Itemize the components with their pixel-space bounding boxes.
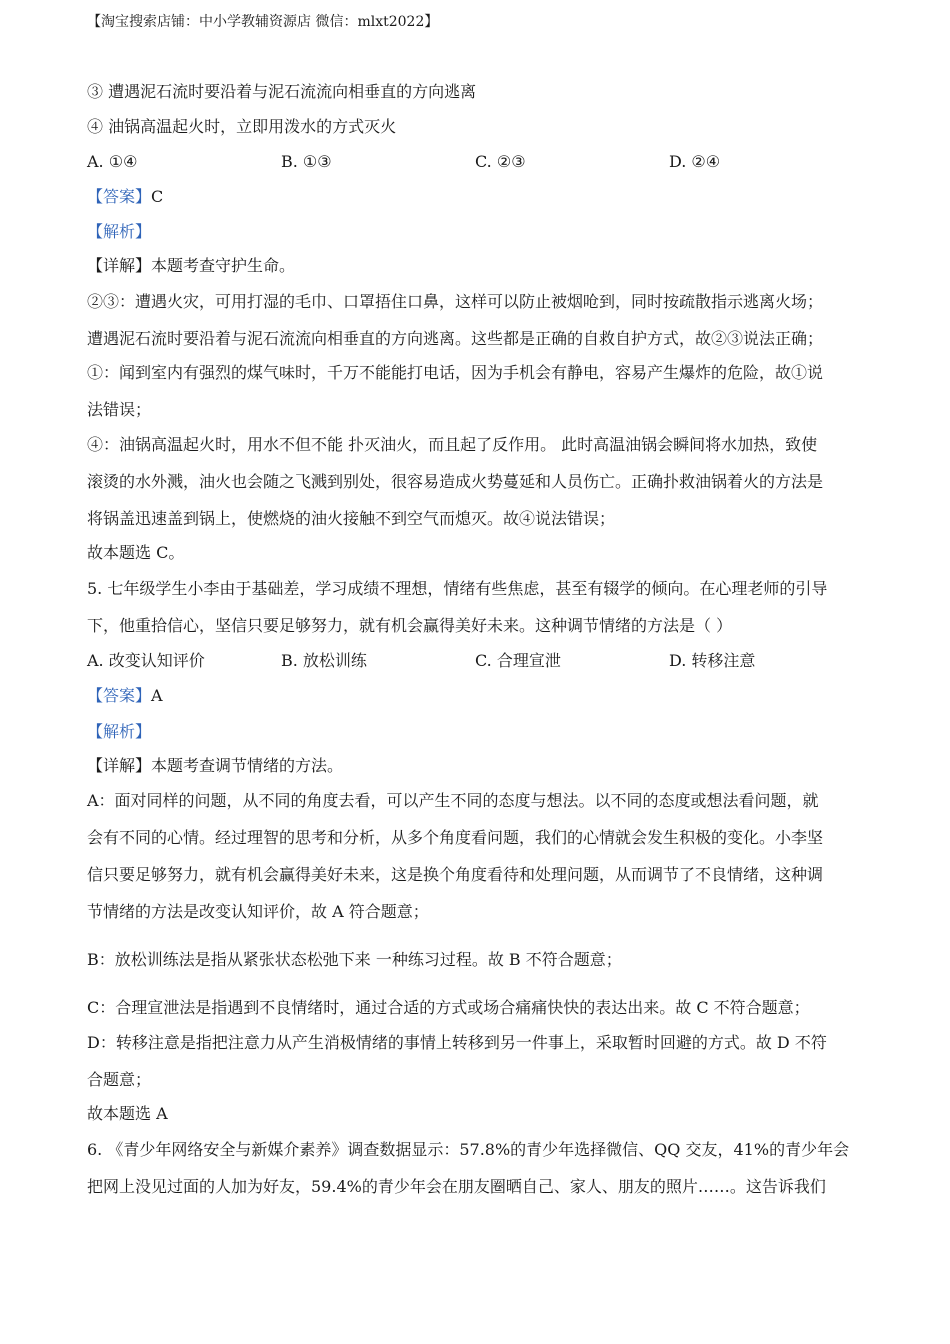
- q4-explanation-line: ④：油锅高温起火时，用水不但不能 扑灭油火，而且起了反作用。 此时高温油锅会瞬间将水加热，致使: [87, 435, 818, 454]
- q4-analysis-label: 【解析】: [87, 222, 152, 241]
- q4-option-c: C. ②③: [475, 152, 526, 171]
- q4-explanation-line: ①：闻到室内有强烈的煤气味时，千万不能能打电话，因为手机会有静电，容易产生爆炸的危险，故①说: [87, 363, 824, 382]
- q5-option-b: B. 放松训练: [281, 651, 367, 670]
- q5-explanation-line: A：面对同样的问题，从不同的角度去看，可以产生不同的态度与想法。以不同的态度或想法看问题，就: [87, 791, 819, 810]
- q5-explanation-line: 合题意；: [87, 1070, 152, 1089]
- q4-option-a: A. ①④: [87, 152, 138, 171]
- q6-stem: 6. 《青少年网络安全与新媒介素养》调查数据显示：57.8%的青少年选择微信、QQ 交友，41%的青少年会: [87, 1140, 850, 1159]
- q5-explanation-line: C：合理宣泄法是指遇到不良情绪时，通过合适的方式或场合痛痛快快的表达出来。故 C 不符合题意；: [87, 998, 810, 1017]
- q5-option-a: A. 改变认知评价: [87, 651, 205, 670]
- q4-answer: [87, 187, 867, 207]
- answer-value: C: [151, 187, 164, 206]
- q4-explanation-line: 法错误；: [87, 400, 152, 419]
- q4-option-b: B. ①③: [281, 152, 332, 171]
- q5-detail: 【详解】本题考查调节情绪的方法。: [87, 756, 344, 775]
- q5-stem: 下，他重拾信心，坚信只要足够努力，就有机会赢得美好未来。这种调节情绪的方法是（ ）: [87, 616, 733, 635]
- header-banner: 【淘宝搜索店铺：中小学教辅资源店 微信：mlxt2022】: [87, 14, 439, 30]
- q5-option-d: D. 转移注意: [669, 651, 756, 670]
- q5-explanation-line: 会有不同的心情。经过理智的思考和分析，从多个角度看问题，我们的心情就会发生积极的变化。小李坚: [87, 828, 824, 847]
- q4-option-d: D. ②④: [669, 152, 721, 171]
- q4-explanation-line: ②③：遭遇火灾，可用打湿的毛巾、口罩捂住口鼻，这样可以防止被烟呛到，同时按疏散指示逃离火场；: [87, 292, 824, 311]
- q4-item-3: ③ 遭遇泥石流时要沿着与泥石流流向相垂直的方向逃离: [87, 82, 477, 101]
- q4-explanation-line: 滚烫的水外溅，油火也会随之飞溅到别处，很容易造成火势蔓延和人员伤亡。正确扑救油锅着火的方法是: [87, 472, 824, 491]
- answer-label: 【答案】: [87, 686, 152, 705]
- q5-answer: [87, 686, 867, 706]
- q4-explanation-line: 遭遇泥石流时要沿着与泥石流流向相垂直的方向逃离。这些都是正确的自救自护方式，故②③说法正确；: [87, 329, 824, 348]
- answer-value: A: [151, 686, 163, 705]
- q5-option-c: C. 合理宣泄: [475, 651, 561, 670]
- q6-stem: 把网上没见过面的人加为好友，59.4%的青少年会在朋友圈晒自己、家人、朋友的照片……。这告诉我们: [87, 1177, 826, 1196]
- q5-explanation-line: D：转移注意是指把注意力从产生消极情绪的事情上转移到另一件事上，采取暂时回避的方式。故 D 不符: [87, 1033, 827, 1052]
- q4-item-4: ④ 油锅高温起火时，立即用泼水的方式灭火: [87, 117, 397, 136]
- q4-conclusion: 故本题选 C。: [87, 543, 185, 562]
- q5-explanation-line: 信只要足够努力，就有机会赢得美好未来，这是换个角度看待和处理问题，从而调节了不良情绪，这种调: [87, 865, 824, 884]
- q5-analysis-label: 【解析】: [87, 722, 152, 741]
- q4-detail: 【详解】本题考查守护生命。: [87, 256, 296, 275]
- q5-explanation-line: B：放松训练法是指从紧张状态松弛下来 一种练习过程。故 B 不符合题意；: [87, 950, 622, 969]
- q5-explanation-line: 节情绪的方法是改变认知评价，故 A 符合题意；: [87, 902, 429, 921]
- q4-explanation-line: 将锅盖迅速盖到锅上，使燃烧的油火接触不到空气而熄灭。故④说法错误；: [87, 509, 616, 528]
- answer-label: 【答案】: [87, 187, 152, 206]
- q5-conclusion: 故本题选 A: [87, 1104, 168, 1123]
- q5-stem: 5. 七年级学生小李由于基础差，学习成绩不理想，情绪有些焦虑，甚至有辍学的倾向。在心理老师的引导: [87, 579, 828, 598]
